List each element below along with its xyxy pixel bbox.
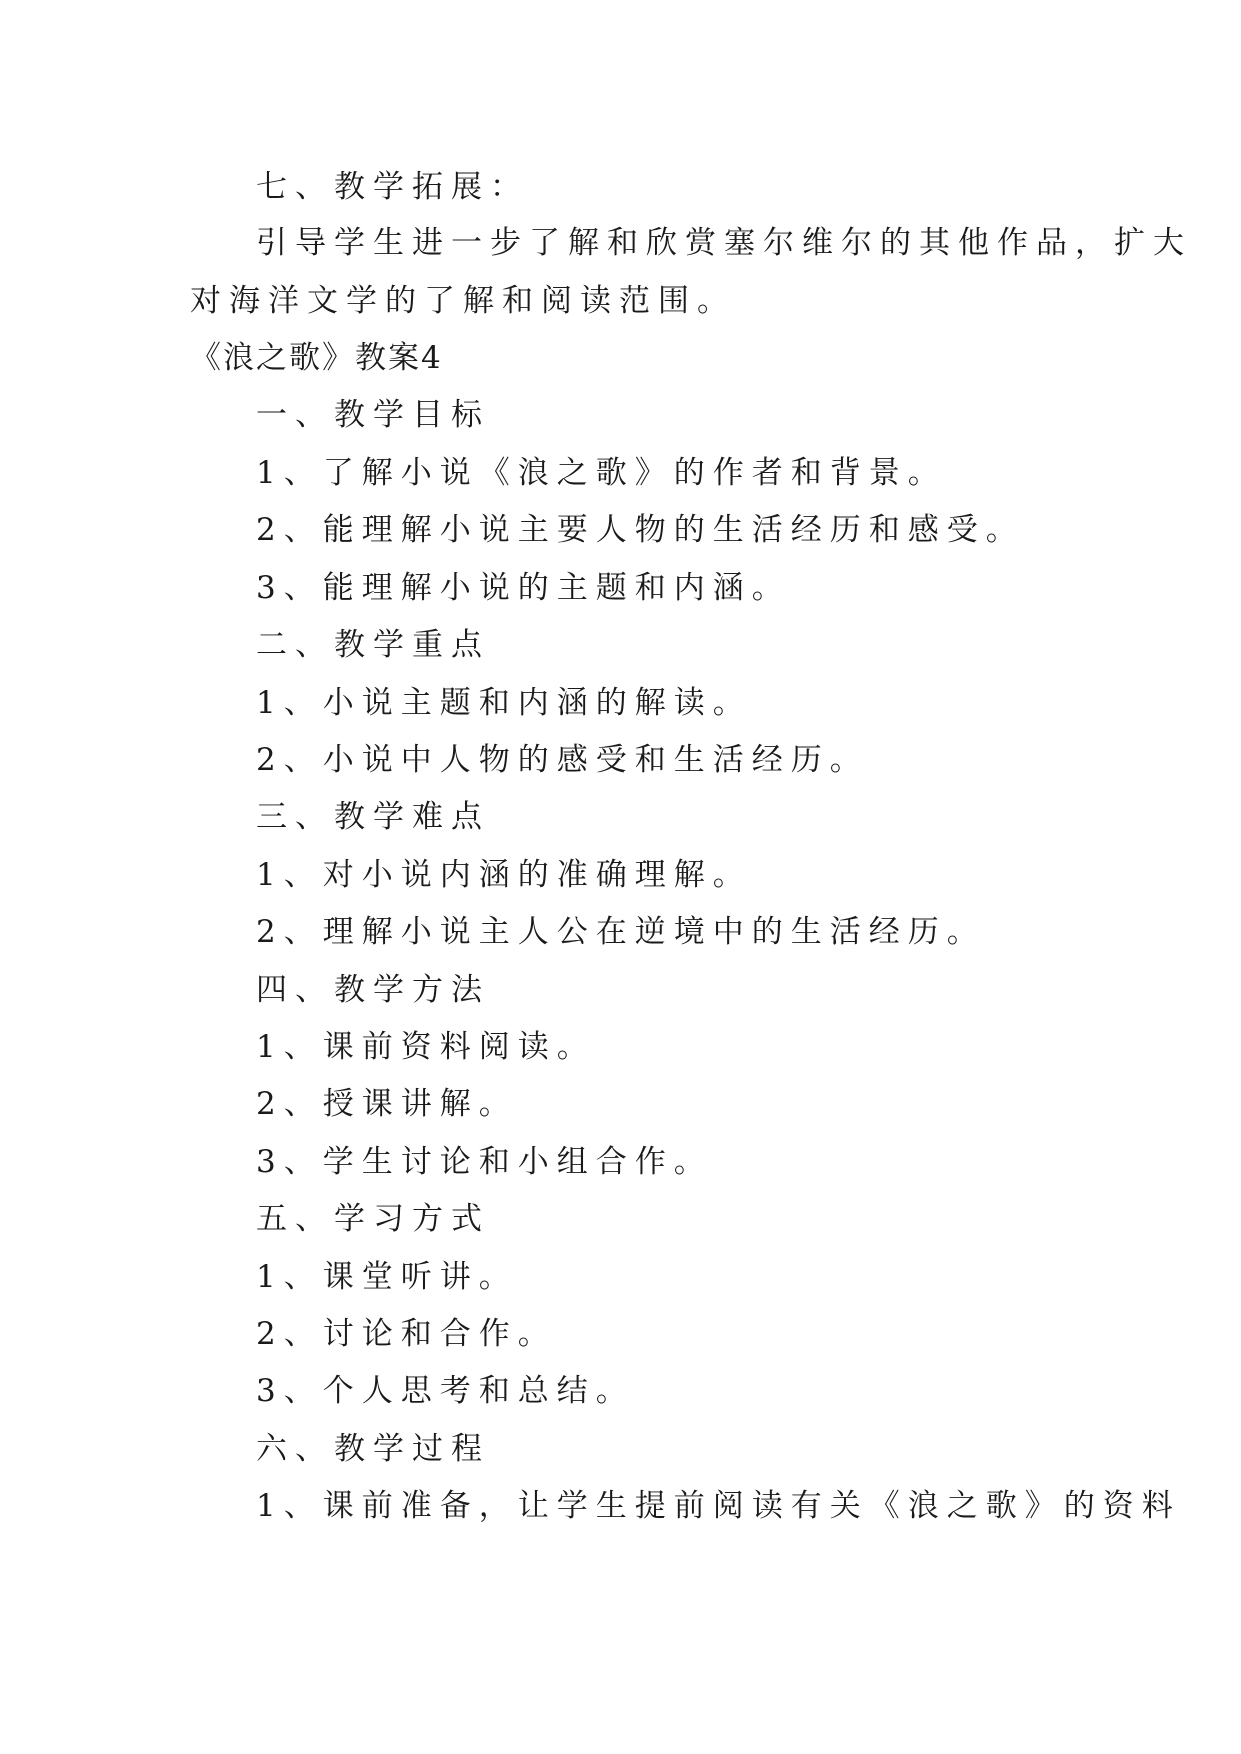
section-heading-methods: 四、教学方法 xyxy=(256,972,490,1008)
section-heading-goals: 一、教学目标 xyxy=(256,397,490,433)
list-item: 1、课前资料阅读。 xyxy=(256,1029,596,1065)
section-heading-key-points: 二、教学重点 xyxy=(256,627,490,663)
list-item: 2、理解小说主人公在逆境中的生活经历。 xyxy=(256,914,986,950)
paragraph-line: 引导学生进一步了解和欣赏塞尔维尔的其他作品，扩大 xyxy=(256,225,1192,261)
list-item: 2、讨论和合作。 xyxy=(256,1316,557,1352)
section-heading-process: 六、教学过程 xyxy=(256,1431,490,1467)
section-heading-teaching-extension: 七、教学拓展： xyxy=(256,169,529,205)
list-item: 1、对小说内涵的准确理解。 xyxy=(256,857,752,893)
list-item: 3、学生讨论和小组合作。 xyxy=(256,1144,713,1180)
list-item: 3、能理解小说的主题和内涵。 xyxy=(256,570,791,606)
list-item: 1、课前准备，让学生提前阅读有关《浪之歌》的资料 xyxy=(256,1488,1181,1524)
section-heading-learning-modes: 五、学习方式 xyxy=(256,1201,490,1237)
list-item: 2、能理解小说主要人物的生活经历和感受。 xyxy=(256,512,1025,548)
document-title: 《浪之歌》教案4 xyxy=(190,340,443,376)
list-item: 1、课堂听讲。 xyxy=(256,1259,518,1295)
paragraph-line: 对海洋文学的了解和阅读范围。 xyxy=(190,283,736,319)
list-item: 1、了解小说《浪之歌》的作者和背景。 xyxy=(256,455,947,491)
list-item: 2、小说中人物的感受和生活经历。 xyxy=(256,742,869,778)
list-item: 2、授课讲解。 xyxy=(256,1086,518,1122)
list-item: 3、个人思考和总结。 xyxy=(256,1373,635,1409)
section-heading-difficulties: 三、教学难点 xyxy=(256,799,490,835)
list-item: 1、小说主题和内涵的解读。 xyxy=(256,685,752,721)
